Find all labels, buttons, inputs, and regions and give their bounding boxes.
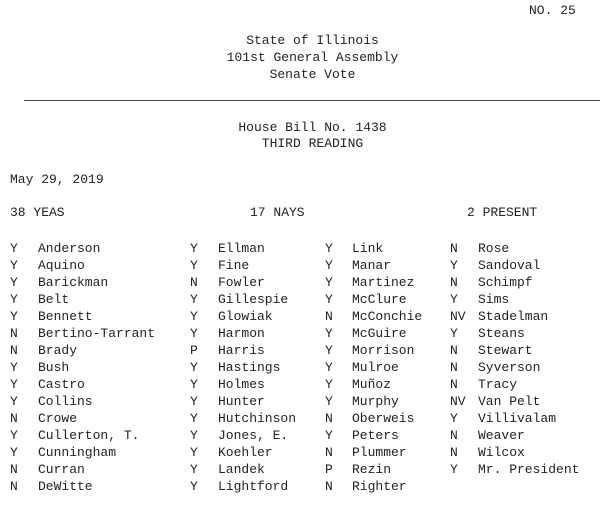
vote-code: Y (190, 241, 198, 256)
senator-name: DeWitte (38, 479, 93, 494)
senator-name: Martinez (352, 275, 415, 290)
senator-name: Curran (38, 462, 85, 477)
senator-name: Mulroe (352, 360, 399, 375)
vote-code: N (450, 377, 458, 392)
senator-name: Koehler (218, 445, 273, 460)
vote-code: N (325, 479, 333, 494)
senator-name: Sims (478, 292, 510, 307)
senator-name: Harmon (218, 326, 265, 341)
vote-code: N (450, 275, 458, 290)
senator-name: Landek (218, 462, 265, 477)
vote-code: Y (190, 462, 198, 477)
senator-name: Oberweis (352, 411, 415, 426)
tally-present: 2 PRESENT (467, 205, 538, 220)
senator-name: Righter (352, 479, 407, 494)
header-assembly: 101st General Assembly (226, 50, 399, 65)
vote-code: Y (450, 326, 458, 341)
senator-name: Jones, E. (218, 428, 289, 443)
vote-code: P (190, 343, 198, 358)
vote-code: Y (10, 292, 18, 307)
senator-name: Stewart (478, 343, 533, 358)
senator-name: Wilcox (478, 445, 525, 460)
vote-code: NV (450, 309, 466, 324)
header-chamber: Senate Vote (269, 67, 356, 82)
senator-name: Sandoval (478, 258, 541, 273)
senator-name: Aquino (38, 258, 85, 273)
bill-title: House Bill No. 1438 (238, 120, 387, 135)
senator-name: Stadelman (478, 309, 549, 324)
senator-name: Fine (218, 258, 250, 273)
vote-code: P (325, 462, 333, 477)
senator-name: McClure (352, 292, 407, 307)
vote-code: Y (190, 411, 198, 426)
vote-code: Y (325, 428, 333, 443)
vote-date: May 29, 2019 (10, 172, 104, 187)
senator-name: Mr. President (478, 462, 580, 477)
senator-name: Schimpf (478, 275, 533, 290)
vote-code: N (450, 343, 458, 358)
vote-code: Y (10, 258, 18, 273)
senator-name: Bush (38, 360, 70, 375)
senator-name: Rezin (352, 462, 392, 477)
vote-code: Y (190, 377, 198, 392)
vote-code: N (450, 360, 458, 375)
vote-code: Y (450, 258, 458, 273)
vote-code: Y (10, 428, 18, 443)
senator-name: McGuire (352, 326, 407, 341)
senator-name: Steans (478, 326, 525, 341)
vote-code: Y (10, 241, 18, 256)
senator-name: Peters (352, 428, 399, 443)
vote-code: Y (10, 275, 18, 290)
vote-code: Y (325, 292, 333, 307)
vote-code: Y (325, 275, 333, 290)
tally-nays: 17 NAYS (250, 205, 305, 220)
vote-code: Y (10, 309, 18, 324)
bill-reading: THIRD READING (261, 136, 364, 151)
senator-name: Van Pelt (478, 394, 541, 409)
senator-name: Collins (38, 394, 93, 409)
senator-name: Barickman (38, 275, 109, 290)
header-state: State of Illinois (246, 33, 379, 48)
vote-code: Y (190, 326, 198, 341)
senator-name: Castro (38, 377, 85, 392)
vote-code: N (10, 462, 18, 477)
vote-code: N (10, 343, 18, 358)
senator-name: Cullerton, T. (38, 428, 140, 443)
vote-code: Y (325, 326, 333, 341)
vote-code: N (10, 479, 18, 494)
vote-code: Y (190, 445, 198, 460)
vote-code: Y (325, 377, 333, 392)
senator-name: Bennett (38, 309, 93, 324)
senator-name: Ellman (218, 241, 265, 256)
senator-name: Link (352, 241, 384, 256)
senator-name: Muñoz (352, 377, 392, 392)
vote-code: Y (325, 360, 333, 375)
vote-code: Y (190, 292, 198, 307)
horizontal-rule (24, 100, 600, 101)
vote-code: Y (10, 394, 18, 409)
senator-name: Glowiak (218, 309, 273, 324)
tally-yeas: 38 YEAS (10, 205, 65, 220)
vote-code: Y (325, 394, 333, 409)
vote-code: Y (10, 360, 18, 375)
senator-name: McConchie (352, 309, 423, 324)
vote-code: Y (190, 479, 198, 494)
senator-name: Plummer (352, 445, 407, 460)
vote-code: N (450, 241, 458, 256)
senator-name: Murphy (352, 394, 399, 409)
vote-code: Y (190, 258, 198, 273)
vote-code: Y (190, 309, 198, 324)
vote-code: N (325, 309, 333, 324)
vote-code: N (325, 445, 333, 460)
vote-code: N (450, 428, 458, 443)
vote-code: N (190, 275, 198, 290)
senator-name: Anderson (38, 241, 101, 256)
vote-code: Y (10, 377, 18, 392)
senator-name: Holmes (218, 377, 265, 392)
vote-code: Y (325, 258, 333, 273)
senator-name: Cunningham (38, 445, 117, 460)
vote-code: Y (190, 360, 198, 375)
senator-name: Bertino-Tarrant (38, 326, 156, 341)
vote-code: Y (10, 445, 18, 460)
senator-name: Rose (478, 241, 510, 256)
vote-code: Y (450, 292, 458, 307)
senator-name: Manar (352, 258, 392, 273)
senator-name: Villivalam (478, 411, 557, 426)
senator-name: Syverson (478, 360, 541, 375)
vote-code: Y (325, 241, 333, 256)
document-number: NO. 25 (529, 3, 576, 18)
vote-code: N (325, 411, 333, 426)
senator-name: Morrison (352, 343, 415, 358)
vote-code: NV (450, 394, 466, 409)
senator-name: Hutchinson (218, 411, 297, 426)
vote-code: Y (190, 428, 198, 443)
vote-code: Y (190, 394, 198, 409)
vote-code: Y (450, 411, 458, 426)
vote-code: N (450, 445, 458, 460)
senator-name: Belt (38, 292, 70, 307)
senator-name: Hastings (218, 360, 281, 375)
vote-code: N (10, 411, 18, 426)
senator-name: Crowe (38, 411, 78, 426)
senator-name: Fowler (218, 275, 265, 290)
senator-name: Lightford (218, 479, 289, 494)
vote-code: N (10, 326, 18, 341)
senator-name: Brady (38, 343, 78, 358)
vote-code: Y (450, 462, 458, 477)
senator-name: Gillespie (218, 292, 289, 307)
vote-code: Y (325, 343, 333, 358)
senator-name: Hunter (218, 394, 265, 409)
senator-name: Weaver (478, 428, 525, 443)
senator-name: Tracy (478, 377, 518, 392)
senator-name: Harris (218, 343, 265, 358)
